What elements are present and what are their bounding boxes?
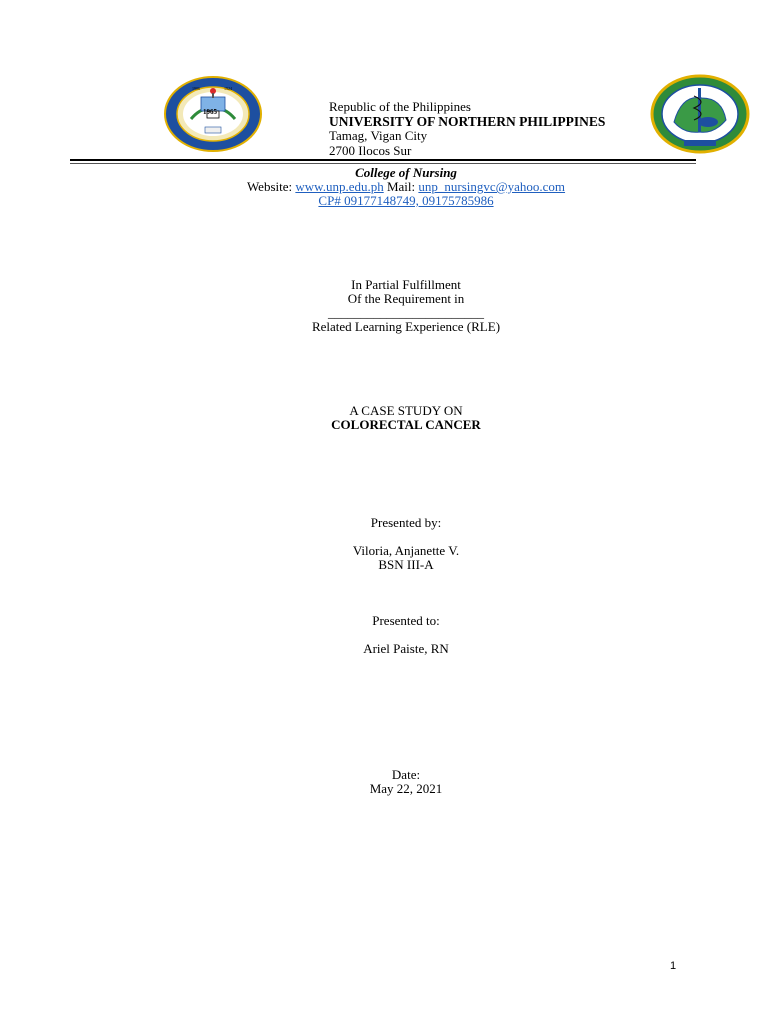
presented-to-label: Presented to: [372,613,440,628]
presenter-name: Viloria, Anjanette V. [352,543,460,558]
page-number: 1 [670,960,677,972]
date-value: May 22, 2021 [369,781,443,796]
website-link[interactable]: www.unp.edu.ph [295,179,384,194]
phone-link[interactable]: CP# 09177148749, 09175785986 [318,193,494,208]
mail-link[interactable]: unp_nursingvc@yahoo.com [418,179,566,194]
date-label: Date: [391,767,421,782]
header-divider [70,159,696,161]
address-line-2: 2700 Ilocos Sur [329,142,412,158]
institution-header [329,100,605,158]
mail-label: Mail: [383,179,419,194]
republic-line: Republic of the Philippines [329,99,471,114]
seal-year-small-1: 1906 [192,86,200,91]
seal-year-small-2: 1924 [224,86,232,91]
fulfillment-line-2: Of the Requirement in [347,291,465,306]
college-name: College of Nursing [355,165,457,180]
header-divider-thin [70,163,696,164]
presenter-section: BSN III-A [378,557,434,572]
fulfillment-line-1: In Partial Fulfillment [351,277,461,292]
website-label: Website: [246,179,296,194]
recipient-name: Ariel Paiste, RN [363,641,449,656]
contact-line [0,180,768,194]
title-line-2: COLORECTAL CANCER [331,417,481,432]
fulfillment-blank: ________________________ [328,305,484,320]
title-line-1: A CASE STUDY ON [349,403,463,418]
course-name: Related Learning Experience (RLE) [311,319,501,334]
university-name: UNIVERSITY OF NORTHERN PHILIPPINES [329,113,606,129]
seal-year: 1965 [203,108,217,116]
address-line-1: Tamag, Vigan City [329,128,428,143]
college-of-nursing-seal-logo [650,74,750,154]
presented-by-label: Presented by: [370,515,442,530]
phone-line [0,194,768,208]
